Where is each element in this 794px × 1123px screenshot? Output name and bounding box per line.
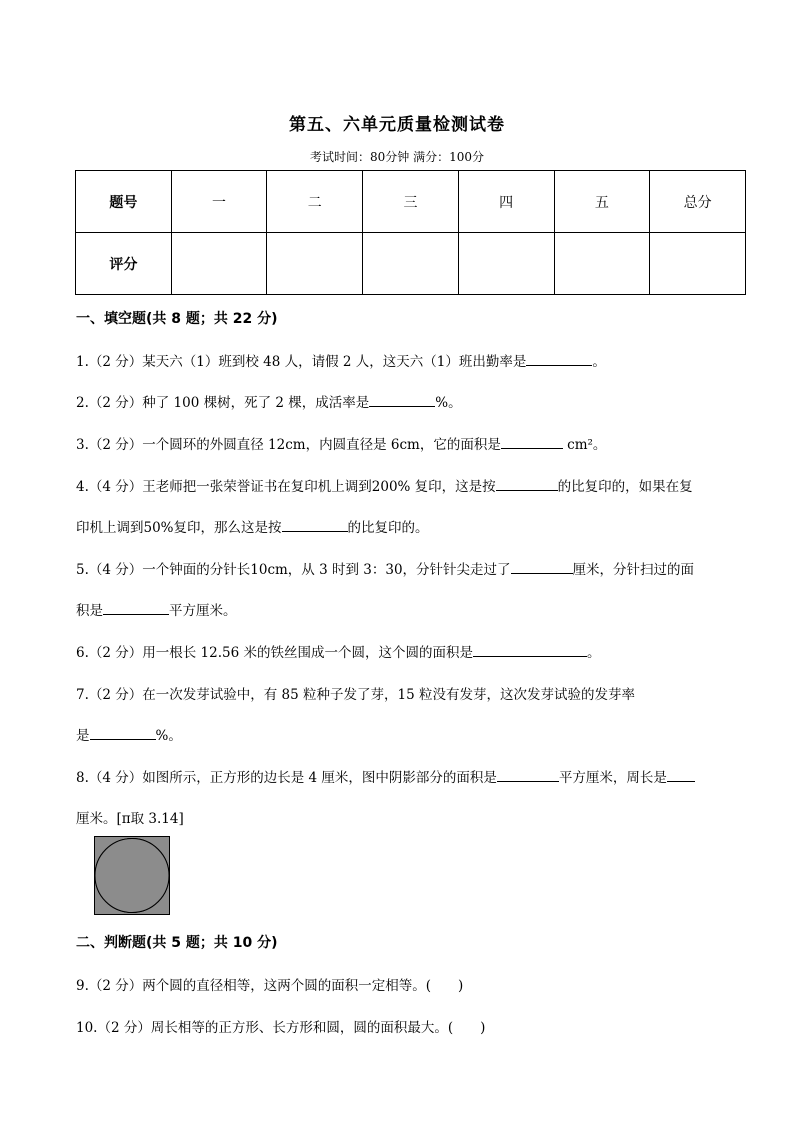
header-cell-1: 一 [171, 171, 267, 233]
question-1-tail: 。 [592, 354, 606, 370]
header-cell-label: 题号 [76, 171, 172, 233]
answer-blank[interactable] [473, 642, 587, 657]
question-3 [76, 433, 756, 453]
header-cell-3: 三 [363, 171, 459, 233]
answer-blank[interactable] [369, 392, 435, 407]
question-8-text-b: 平方厘米，周长是 [558, 770, 667, 786]
question-10-text: 10.（2 分）周长相等的正方形、长方形和圆，圆的面积最大。( ) [76, 1020, 486, 1036]
score-cell [650, 233, 746, 295]
answer-blank[interactable] [90, 725, 156, 740]
score-cell [554, 233, 650, 295]
question-9 [76, 974, 756, 994]
question-8 [76, 766, 756, 786]
circle-shaded [95, 839, 169, 913]
answer-blank[interactable] [496, 476, 558, 491]
answer-blank[interactable] [526, 351, 592, 366]
question-5-text-c: 积是 [76, 603, 103, 619]
question-7-text-a: 7.（2 分）在一次发芽试验中，有 85 粒种子发了芽，15 粒没有发芽，这次发芽试验的发芽率 [76, 687, 635, 703]
answer-blank[interactable] [511, 559, 573, 574]
question-7-text-b: 是 [76, 728, 90, 744]
answer-blank[interactable] [103, 600, 169, 615]
question-2 [76, 391, 756, 411]
question-5-continued [76, 599, 756, 619]
question-7 [76, 683, 756, 703]
question-5-text-b: 厘米，分针扫过的面 [572, 562, 695, 578]
question-9-text: 9.（2 分）两个圆的直径相等，这两个圆的面积一定相等。( ) [76, 978, 464, 994]
score-cell [363, 233, 459, 295]
question-8-text-a: 8.（4 分）如图所示，正方形的边长是 4 厘米，图中阴影部分的面积是 [76, 770, 497, 786]
question-6 [76, 641, 756, 661]
question-2-tail: %。 [435, 395, 462, 411]
score-row-label: 评分 [76, 233, 172, 295]
question-1-text: 1.（2 分）某天六（1）班到校 48 人，请假 2 人，这天六（1）班出勤率是 [76, 354, 527, 370]
question-5-text-a: 5.（4 分）一个钟面的分针长10cm，从 3 时到 3：30，分针针尖走过了 [76, 562, 511, 578]
answer-blank[interactable] [501, 434, 563, 449]
question-4-text-c: 印机上调到50%复印，那么这是按 [76, 520, 282, 536]
score-cell [267, 233, 363, 295]
question-4-text-a: 4.（4 分）王老师把一张荣誉证书在复印机上调到200% 复印，这是按 [76, 479, 496, 495]
answer-blank[interactable] [667, 767, 695, 782]
exam-meta: 考试时间：80分钟 满分：100分 [310, 150, 484, 164]
header-cell-4: 四 [458, 171, 554, 233]
question-2-text: 2.（2 分）种了 100 棵树，死了 2 棵，成活率是 [76, 395, 370, 411]
score-cell [458, 233, 554, 295]
score-table-score-row [76, 233, 746, 295]
section-1-heading: 一、填空题(共 8 题；共 22 分) [76, 311, 278, 327]
question-4-text-d: 的比复印的。 [347, 520, 429, 536]
answer-blank[interactable] [282, 517, 348, 532]
question-5 [76, 558, 756, 578]
square-circle-figure [94, 836, 170, 915]
question-4-text-b: 的比复印的，如果在复 [557, 479, 693, 495]
score-cell [171, 233, 267, 295]
question-4 [76, 475, 756, 495]
header-cell-5: 五 [554, 171, 650, 233]
page-title: 第五、六单元质量检测试卷 [289, 115, 505, 135]
question-1 [76, 350, 756, 370]
question-7-text-c: %。 [155, 728, 182, 744]
header-cell-total: 总分 [650, 171, 746, 233]
question-5-text-d: 平方厘米。 [169, 603, 237, 619]
question-10 [76, 1016, 756, 1036]
answer-blank[interactable] [497, 767, 559, 782]
header-cell-2: 二 [267, 171, 363, 233]
question-8-continued [76, 807, 756, 827]
score-table [75, 170, 746, 295]
question-4-continued [76, 516, 756, 536]
question-3-tail: cm²。 [562, 437, 607, 453]
section-2-heading: 二、判断题(共 5 题；共 10 分) [76, 935, 278, 951]
score-table-header-row [76, 171, 746, 233]
question-6-text: 6.（2 分）用一根长 12.56 米的铁丝围成一个圆，这个圆的面积是 [76, 645, 473, 661]
question-8-text-c: 厘米。[π取 3.14] [76, 811, 184, 827]
question-6-tail: 。 [587, 645, 601, 661]
question-7-continued [76, 724, 756, 744]
question-3-text: 3.（2 分）一个圆环的外圆直径 12cm，内圆直径是 6cm，它的面积是 [76, 437, 501, 453]
